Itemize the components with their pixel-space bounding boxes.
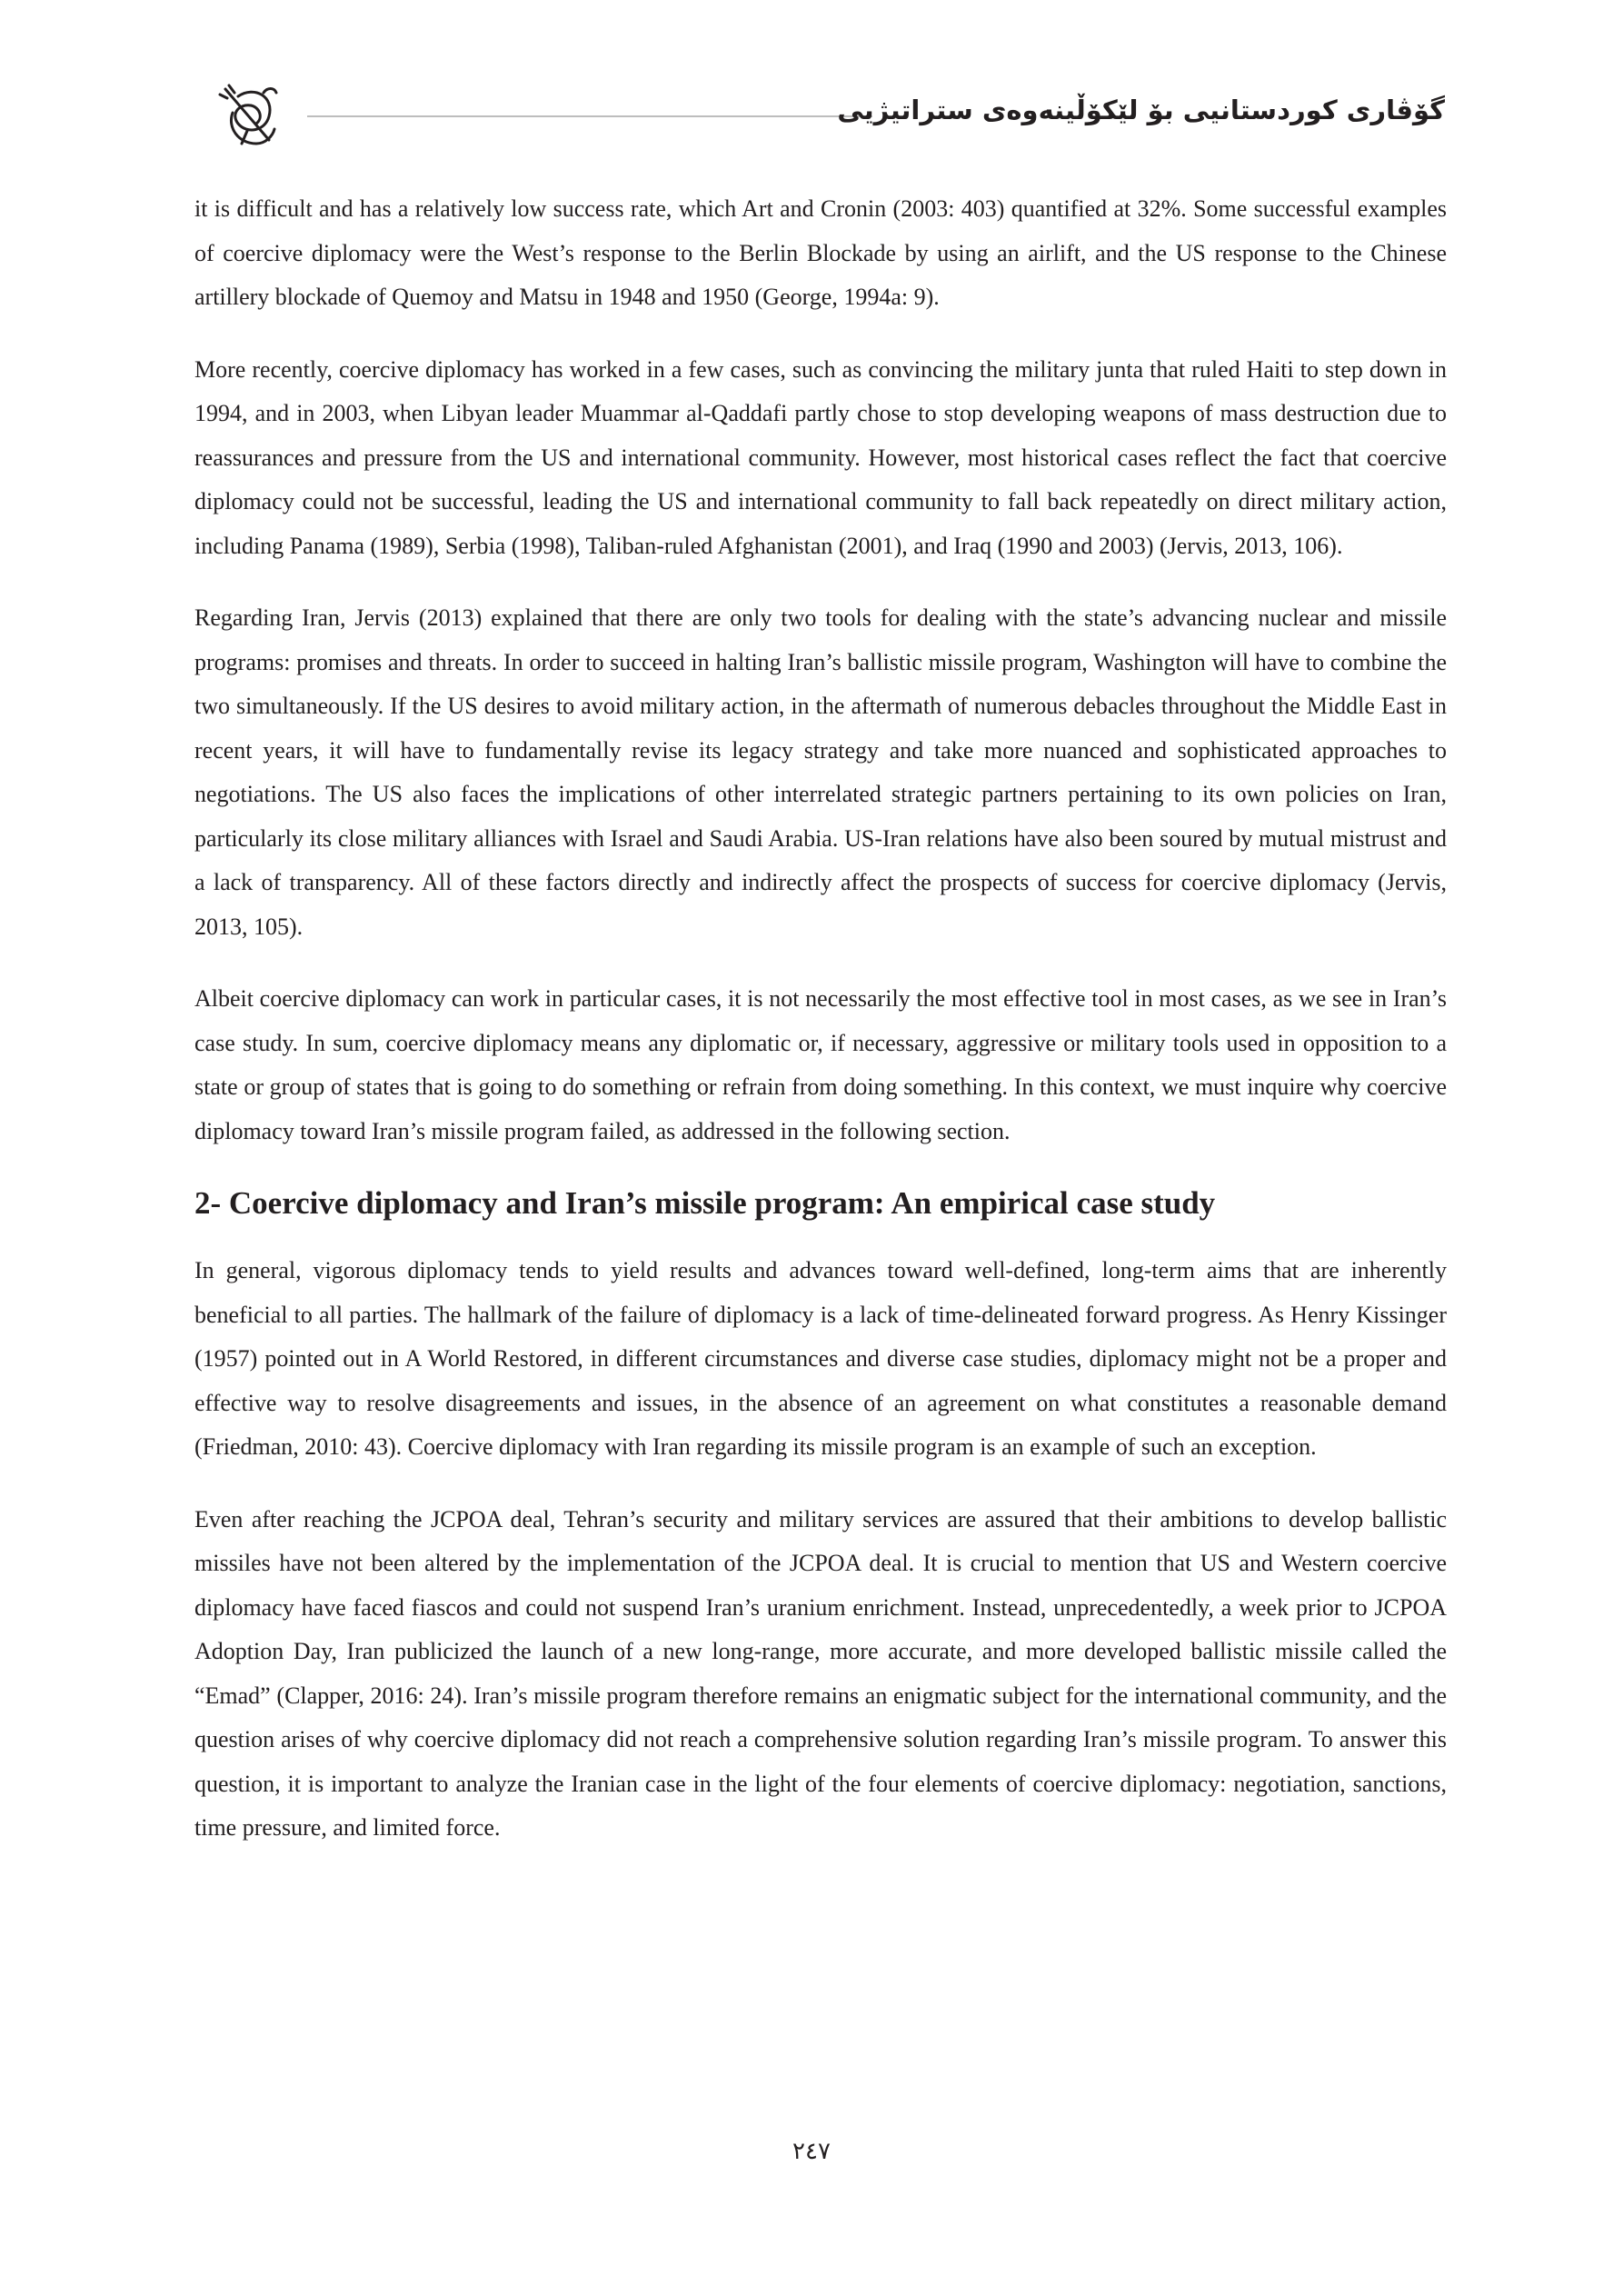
body-paragraph: In general, vigorous diplomacy tends to yield results and advances toward well-defined, long-term aims that are inherently beneficial to all parties. The hallmark of the failure of diplomacy is a lack of time-delineated forward progress. As Henry Kissinger (1957) pointed out in A World Restored, in different circumstances and diverse case studies, diplomacy might not be a proper and effective way to resolve disagreements and issues, in the absence of an agreement on what constitutes a reasonable demand (Friedman, 2010: 43). Coercive diplomacy with Iran regarding its missile program is an example of such an exception. <box>194 1257 1447 1460</box>
page-header <box>0 0 1623 182</box>
header-rule <box>307 115 872 117</box>
body-paragraph: Even after reaching the JCPOA deal, Tehran’s security and military services are assured that their ambitions to develop ballistic missiles have not been altered by the implementation of the JCPOA deal. It is crucial to mention that US and Western coercive diplomacy have faced fiascos and could not suspend Iran’s uranium enrichment. Instead, unprecedentedly, a week prior to JCPOA Adoption Day, Iran publicized the launch of a new long-range, more accurate, and more developed ballistic missile called the “Emad” (Clapper, 2016: 24). Iran’s missile program therefore remains an enigmatic subject for the international community, and the question arises of why coercive diplomacy did not reach a comprehensive solution regarding Iran’s missile program. To answer this question, it is important to analyze the Iranian case in the light of the four elements of coercive diplomacy: negotiation, sanctions, time pressure, and limited force. <box>194 1505 1447 1841</box>
body-paragraph: Regarding Iran, Jervis (2013) explained that there are only two tools for dealing with the state’s advancing nuclear and missile programs: promises and threats. In order to succeed in halting Iran’s ballistic missile program, Washington will have to combine the two simultaneously. If the US desires to avoid military action, in the aftermath of numerous debacles throughout the Middle East in recent years, it will have to fundamentally revise its legacy strategy and take more nuanced and sophisticated approaches to negotiations. The US also faces the implications of other interrelated strategic partners pertaining to its own policies on Iran, particularly its close military alliances with Israel and Saudi Arabia. US-Iran relations have also been soured by mutual mistrust and a lack of transparency. All of these factors directly and indirectly affect the prospects of success for coercive diplomacy (Jervis, 2013, 105). <box>194 604 1447 940</box>
section-heading: 2- Coercive diplomacy and Iran’s missile program: An empirical case study <box>194 1185 1216 1221</box>
article-body <box>194 187 1447 1879</box>
body-paragraph: it is difficult and has a relatively low success rate, which Art and Cronin (2003: 403) quantified at 32%. Some successful examples of coercive diplomacy were the West’s response to the Berlin Blockade by using an airlift, and the US response to the Chinese artillery blockade of Quemoy and Matsu in 1948 and 1950 (George, 1994a: 9). <box>194 195 1447 310</box>
journal-title: گۆڤاری کوردستانیی بۆ لێکۆڵینەوەی ستراتیژیی <box>837 95 1445 125</box>
body-paragraph: More recently, coercive diplomacy has worked in a few cases, such as convincing the military junta that ruled Haiti to step down in 1994, and in 2003, when Libyan leader Muammar al-Qaddafi partly chose to stop developing weapons of mass destruction due to reassurances and pressure from the US and international community. However, most historical cases reflect the fact that coercive diplomacy could not be successful, leading the US and international community to fall back repeatedly on direct military action, including Panama (1989), Serbia (1998), Taliban-ruled Afghanistan (2001), and Iraq (1990 and 2003) (Jervis, 2013, 106). <box>194 355 1447 559</box>
body-paragraph: Albeit coercive diplomacy can work in particular cases, it is not necessarily the most effective tool in most cases, as we see in Iran’s case study. In sum, coercive diplomacy means any diplomatic or, if necessary, aggressive or military tools used in opposition to a state or group of states that is going to do something or refrain from doing something. In this context, we must inquire why coercive diplomacy toward Iran’s missile program failed, as addressed in the following section. <box>194 985 1447 1144</box>
journal-logo-icon <box>211 76 285 153</box>
page-number: ٢٤٧ <box>792 2138 831 2165</box>
